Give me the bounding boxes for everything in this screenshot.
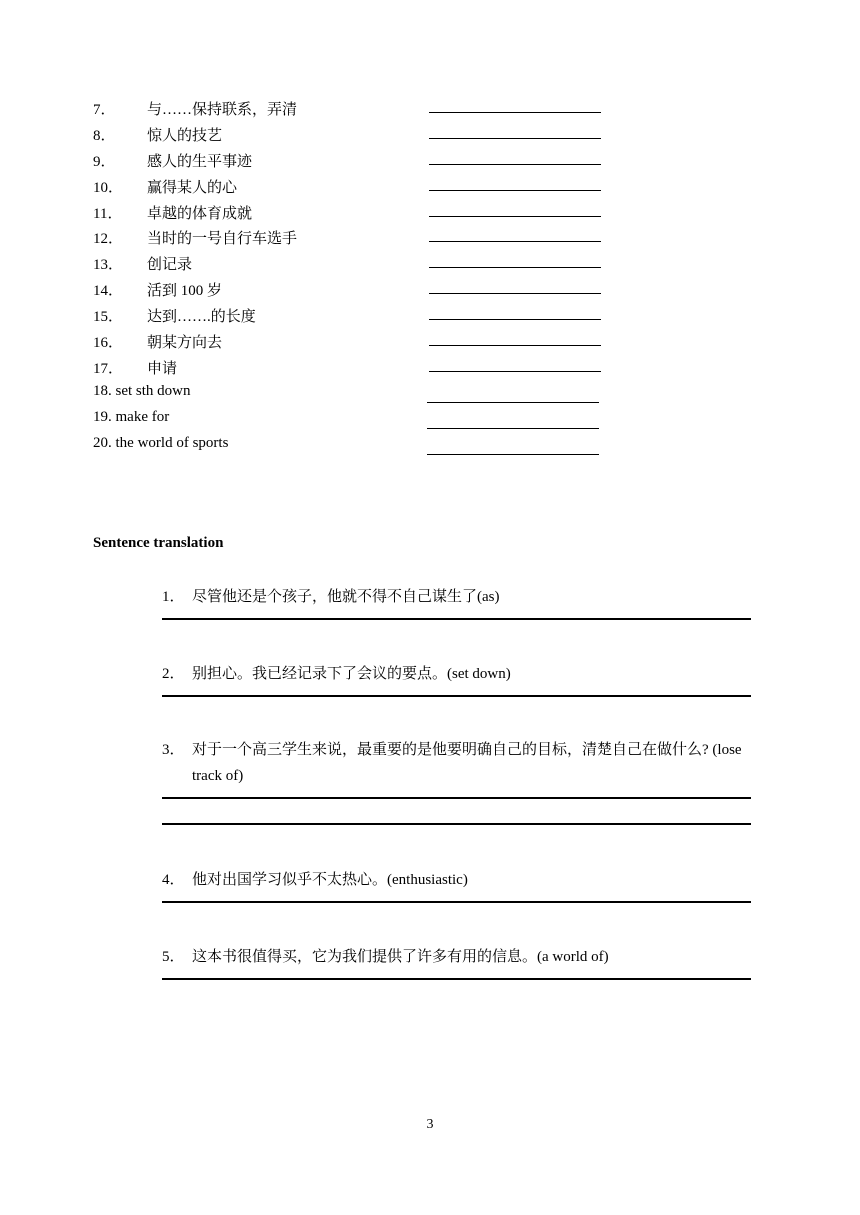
answer-blank[interactable]: [429, 345, 601, 346]
vocab-phrase-en: 20. the world of sports: [93, 434, 229, 451]
vocab-number: 12．: [93, 231, 124, 248]
vocab-phrase: 卓越的体育成就: [147, 205, 253, 222]
answer-line[interactable]: [162, 901, 751, 903]
sentence-item-2: [162, 661, 772, 697]
answer-line[interactable]: [162, 978, 751, 980]
vocab-phrase-en: 19. make for: [93, 408, 170, 425]
answer-blank[interactable]: [427, 454, 599, 455]
vocab-phrase: 申请: [147, 360, 178, 377]
sentence-item-1: [162, 584, 772, 620]
sentence-text: 别担心。我已经记录下了会议的要点。(set down): [192, 666, 511, 682]
sentence-number: 1．: [162, 589, 185, 605]
vocab-phrase: 活到 100 岁: [147, 283, 223, 300]
vocab-phrase: 惊人的技艺: [147, 127, 223, 144]
vocab-number: 13．: [93, 257, 124, 274]
sentence-number: 3．: [162, 742, 185, 758]
answer-blank[interactable]: [427, 428, 599, 429]
vocab-row-7: [93, 94, 613, 120]
sentence-number: 2．: [162, 666, 185, 682]
section-heading: Sentence translation: [93, 535, 224, 551]
answer-blank[interactable]: [429, 190, 601, 191]
answer-blank[interactable]: [429, 112, 601, 113]
sentence-item-3: [162, 737, 772, 825]
answer-blank[interactable]: [429, 267, 601, 268]
vocab-row-20: [93, 431, 613, 457]
vocab-phrase: 当时的一号自行车选手: [147, 231, 298, 248]
answer-line[interactable]: [162, 797, 751, 799]
vocab-number: 14．: [93, 283, 124, 300]
vocab-number: 7．: [93, 102, 116, 118]
vocab-number: 11．: [93, 205, 123, 222]
sentence-prompt: [162, 867, 772, 893]
sentence-prompt: [162, 944, 772, 970]
page-number: 3: [426, 1117, 434, 1132]
sentence-prompt: [162, 737, 772, 789]
answer-blank[interactable]: [429, 371, 601, 372]
answer-blank[interactable]: [429, 216, 601, 217]
answer-line[interactable]: [162, 695, 751, 697]
answer-blank[interactable]: [429, 319, 601, 320]
vocab-row-14: [93, 275, 613, 301]
vocab-number: 17．: [93, 360, 124, 377]
vocab-phrase: 赢得某人的心: [147, 179, 238, 196]
vocab-phrase: 达到…….的长度: [147, 309, 256, 326]
vocab-number: 15．: [93, 309, 124, 326]
answer-blank[interactable]: [429, 138, 601, 139]
sentence-prompt: [162, 661, 772, 687]
vocab-row-18: [93, 379, 613, 405]
vocab-row-9: [93, 146, 613, 172]
vocab-phrase: 朝某方向去: [147, 335, 223, 352]
sentence-number: 5．: [162, 949, 185, 965]
vocab-row-16: [93, 327, 613, 353]
vocab-number: 10．: [93, 179, 124, 196]
vocab-row-13: [93, 249, 613, 275]
sentence-text: 对于一个高三学生来说，最重要的是他要明确自己的目标，清楚自己在做什么? (lose track of): [192, 742, 742, 784]
answer-blank[interactable]: [429, 164, 601, 165]
answer-blank[interactable]: [429, 293, 601, 294]
sentence-item-4: [162, 867, 772, 903]
vocab-row-19: [93, 405, 613, 431]
answer-line[interactable]: [162, 823, 751, 825]
vocab-number: 8．: [93, 127, 116, 144]
sentence-number: 4．: [162, 872, 185, 888]
vocab-row-17: [93, 353, 613, 379]
sentence-text: 这本书很值得买，它为我们提供了许多有用的信息。(a world of): [192, 949, 609, 965]
vocab-phrase-en: 18. set sth down: [93, 382, 191, 399]
vocab-phrase: 感人的生平事迹: [147, 153, 253, 170]
vocab-phrase: 与……保持联系，弄清: [147, 102, 298, 118]
sentence-text: 他对出国学习似乎不太热心。(enthusiastic): [192, 872, 468, 888]
vocab-number: 16．: [93, 335, 124, 352]
sentence-item-5: [162, 944, 772, 980]
vocab-row-11: [93, 198, 613, 224]
answer-blank[interactable]: [427, 402, 599, 403]
vocab-phrase: 创记录: [147, 257, 193, 274]
vocab-number: 9．: [93, 153, 116, 170]
answer-line[interactable]: [162, 618, 751, 620]
sentence-text: 尽管他还是个孩子，他就不得不自己谋生了(as): [192, 589, 500, 605]
answer-blank[interactable]: [429, 241, 601, 242]
vocab-row-8: [93, 120, 613, 146]
vocab-row-15: [93, 301, 613, 327]
vocab-row-10: [93, 172, 613, 198]
vocabulary-list: [93, 94, 613, 456]
sentence-prompt: [162, 584, 772, 610]
vocab-row-12: [93, 223, 613, 249]
